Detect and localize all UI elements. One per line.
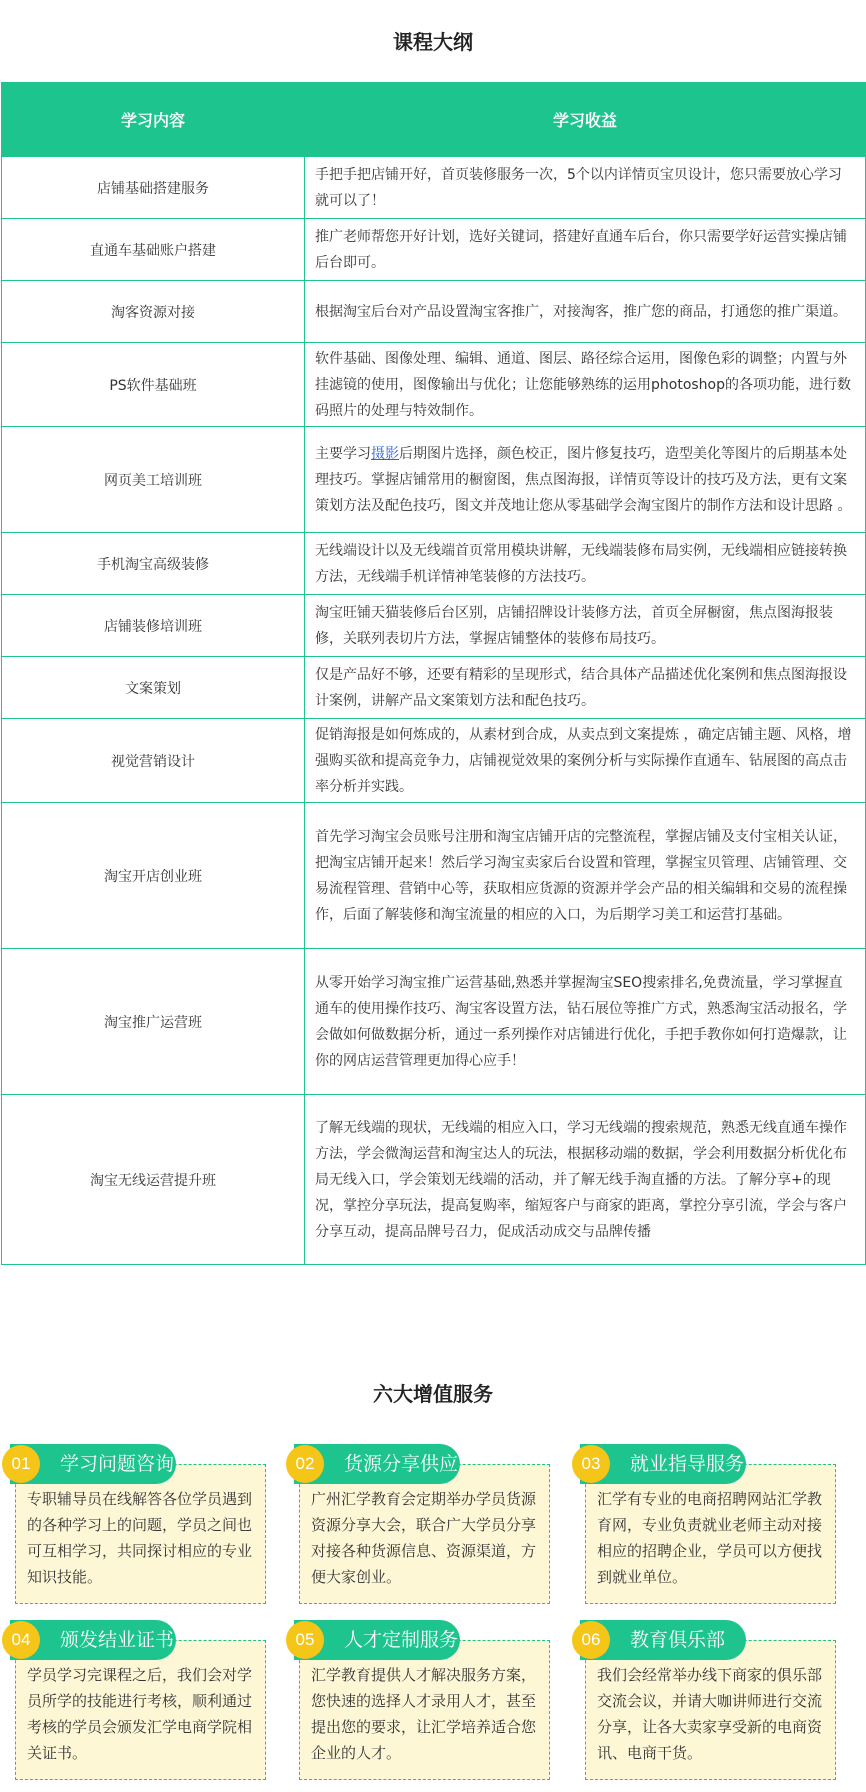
table-row	[2, 595, 866, 657]
services-title: 六大增值服务	[373, 1382, 493, 1406]
service-number-badge: 06	[572, 1621, 610, 1659]
table-row	[2, 719, 866, 803]
course-benefit: 淘宝旺铺天猫装修后台区别，店铺招牌设计装修方法，首页全屏橱窗，焦点图海报装修，关联列表切片方法，掌握店铺整体的装修布局技巧。	[305, 595, 866, 657]
table-row	[2, 157, 866, 219]
table-row	[2, 803, 866, 949]
service-card	[2, 1620, 266, 1780]
table-row	[2, 427, 866, 533]
service-card	[286, 1444, 550, 1604]
service-description: 我们会经常举办线下商家的俱乐部交流会议，并请大咖讲师进行交流分享，让各大卖家享受新的电商资讯、电商干货。	[597, 1666, 823, 1762]
course-name: 淘宝无线运营提升班	[2, 1095, 305, 1265]
service-card-body	[585, 1640, 836, 1780]
table-row	[2, 1095, 866, 1265]
course-name: 网页美工培训班	[2, 427, 305, 533]
service-label: 教育俱乐部	[630, 1629, 726, 1651]
service-number-badge: 02	[286, 1445, 324, 1483]
course-benefit: 从零开始学习淘宝推广运营基础,熟悉并掌握淘宝SEO搜索排名,免费流量，学习掌握直通车的使用操作技巧、淘宝客设置方法，钻石展位等推广方式，熟悉淘宝活动报名，学会做如何做数据分析，通过一系列操作对店铺进行优化，手把手教你如何打造爆款，让你的网店运营管理更加得心应手！	[305, 949, 866, 1095]
table-row	[2, 281, 866, 343]
course-benefit: 手把手把店铺开好，首页装修服务一次，5个以内详情页宝贝设计，您只需要放心学习就可以了！	[305, 157, 866, 219]
service-card-body	[15, 1464, 266, 1604]
service-description: 专职辅导员在线解答各位学员遇到的各种学习上的问题，学员之间也可互相学习，共同探讨相应的专业知识技能。	[27, 1490, 253, 1586]
course-name: 店铺基础搭建服务	[2, 157, 305, 219]
course-benefit: 软件基础、图像处理、编辑、通道、图层、路径综合运用，图像色彩的调整；内置与外挂滤镜的使用，图像输出与优化；让您能够熟练的运用photoshop的各项功能，进行数码照片的处理与特效制作。	[305, 343, 866, 427]
table-row	[2, 533, 866, 595]
table-row	[2, 657, 866, 719]
course-benefit: 根据淘宝后台对产品设置淘宝客推广，对接淘客，推广您的商品，打通您的推广渠道。	[305, 281, 866, 343]
service-number-badge: 05	[286, 1621, 324, 1659]
table-row	[2, 343, 866, 427]
course-name: 淘客资源对接	[2, 281, 305, 343]
course-benefit: 首先学习淘宝会员账号注册和淘宝店铺开店的完整流程，掌握店铺及支付宝相关认证，把淘宝店铺开起来！然后学习淘宝卖家后台设置和管理，掌握宝贝管理、店铺管理、交易流程管理、营销中心等，获取相应货源的资源并学会产品的相关编辑和交易的流程操作，后面了解装修和淘宝流量的相应的入口，为后期学习美工和运营打基础。	[305, 803, 866, 949]
course-name: 文案策划	[2, 657, 305, 719]
service-label: 颁发结业证书	[60, 1629, 175, 1651]
service-card	[286, 1620, 550, 1780]
course-outline-table	[1, 82, 866, 1265]
course-benefit: 促销海报是如何炼成的，从素材到合成，从卖点到文案提炼 ，确定店铺主题、风格，增强购买欲和提高竞争力，店铺视觉效果的案例分析与实际操作直通车、钻展图的高点击率分析并实践。	[305, 719, 866, 803]
service-description: 学员学习完课程之后，我们会对学员所学的技能进行考核，顺利通过考核的学员会颁发汇学电商学院相关证书。	[27, 1666, 253, 1762]
table-header-row	[2, 83, 866, 157]
service-description: 广州汇学教育会定期举办学员货源资源分享大会，联合广大学员分享对接各种货源信息、资源渠道，方便大家创业。	[311, 1490, 537, 1586]
service-label: 学习问题咨询	[60, 1453, 175, 1475]
service-label: 货源分享供应	[344, 1453, 459, 1475]
course-benefit: 推广老师帮您开好计划，选好关键词，搭建好直通车后台，你只需要学好运营实操店铺后台即可。	[305, 219, 866, 281]
service-card-body	[299, 1640, 550, 1780]
course-name: PS软件基础班	[2, 343, 305, 427]
service-card	[572, 1444, 836, 1604]
service-card	[572, 1620, 836, 1780]
course-name: 视觉营销设计	[2, 719, 305, 803]
service-description: 汇学有专业的电商招聘网站汇学教育网，专业负责就业老师主动对接相应的招聘企业，学员可以方便找到就业单位。	[597, 1490, 823, 1586]
course-name: 店铺装修培训班	[2, 595, 305, 657]
course-name: 直通车基础账户搭建	[2, 219, 305, 281]
benefit-prefix: 主要学习	[315, 445, 371, 462]
service-card-body	[299, 1464, 550, 1604]
service-number-badge: 04	[2, 1621, 40, 1659]
service-label: 人才定制服务	[344, 1629, 459, 1651]
course-name: 手机淘宝高级装修	[2, 533, 305, 595]
service-card-body	[15, 1640, 266, 1780]
service-number-badge: 03	[572, 1445, 610, 1483]
outline-title: 课程大纲	[393, 30, 473, 54]
course-name: 淘宝开店创业班	[2, 803, 305, 949]
service-number-badge: 01	[2, 1445, 40, 1483]
photography-link[interactable]: 摄影	[371, 445, 399, 462]
table-row	[2, 219, 866, 281]
course-name: 淘宝推广运营班	[2, 949, 305, 1095]
course-benefit: 了解无线端的现状，无线端的相应入口，学习无线端的搜索规范，熟悉无线直通车操作方法，学会微淘运营和淘宝达人的玩法，根据移动端的数据，学会利用数据分析优化布局无线入口，学会策划无线端的活动，并了解无线手淘直播的方法。了解分享+的现况，掌控分享玩法，提高复购率，缩短客户与商家的距离，掌控分享引流，学会与客户分享互动，提高品牌号召力，促成活动成交与品牌传播	[305, 1095, 866, 1265]
service-description: 汇学教育提供人才解决服务方案，您快速的选择人才录用人才，甚至提出您的要求，让汇学培养适合您企业的人才。	[311, 1666, 537, 1762]
service-card	[2, 1444, 266, 1604]
course-benefit: 仅是产品好不够，还要有精彩的呈现形式，结合具体产品描述优化案例和焦点图海报设计案例，讲解产品文案策划方法和配色技巧。	[305, 657, 866, 719]
column-header-content: 学习内容	[2, 83, 305, 157]
course-benefit: 无线端设计以及无线端首页常用模块讲解，无线端装修布局实例，无线端相应链接转换方法，无线端手机详情神笔装修的方法技巧。	[305, 533, 866, 595]
benefit-rest: 后期图片选择，颜色校正，图片修复技巧，造型美化等图片的后期基本处理技巧。掌握店铺常用的橱窗图，焦点图海报，详情页等设计的技巧及方法，更有文案策划方法及配色技巧，图文并茂地让您从零基础学会淘宝图片的制作方法和设计思路 。	[315, 445, 852, 514]
service-card-body	[585, 1464, 836, 1604]
service-label: 就业指导服务	[630, 1453, 745, 1475]
table-row	[2, 949, 866, 1095]
course-benefit	[305, 427, 866, 533]
column-header-benefit: 学习收益	[305, 83, 866, 157]
